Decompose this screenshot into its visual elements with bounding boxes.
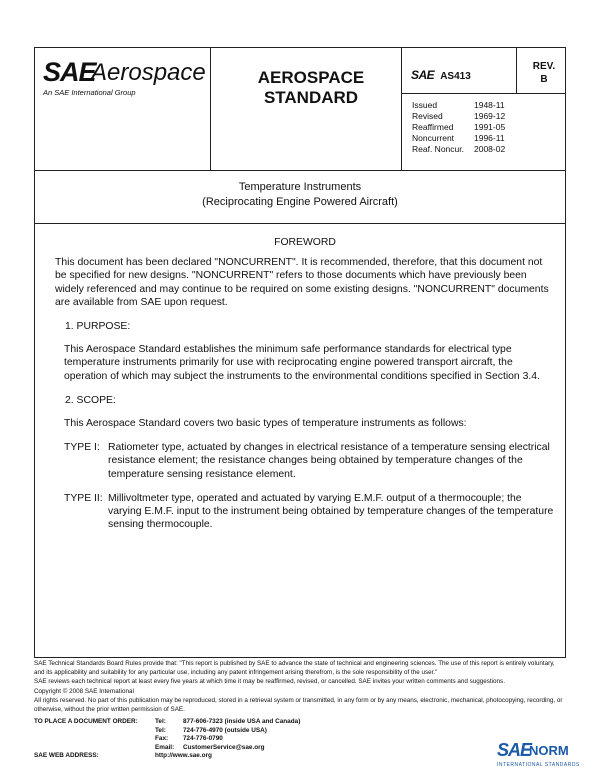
logo-sae-text: SAE: [43, 57, 96, 87]
norm-sae-logo: SAE: [497, 740, 532, 760]
sae-norm-stamp: [497, 740, 595, 770]
type-1-text: Ratiometer type, actuated by changes in electrical resistance of a temperature sensing electrical resistance element; the resistance changes being obtained by temperature changes of the temperature sensing resistance element.: [108, 442, 550, 480]
type-2-item: [55, 492, 555, 532]
date-row: Issued 1948-11: [412, 100, 505, 110]
review-text: SAE reviews each technical report at least every five years at which time it may be reaffirmed, revised, or cancelled. SAE invites your written comments and suggestions.: [34, 678, 505, 686]
email-link[interactable]: CustomerService@sae.org: [183, 743, 265, 751]
header-block: [35, 48, 565, 171]
standard-line-1: AEROSPACE: [257, 68, 365, 87]
logo-aerospace-text: Aerospace: [91, 59, 206, 86]
date-row: Revised 1969-12: [412, 111, 506, 121]
contact-row: Tel: 724-776-4970 (outside USA): [155, 726, 267, 734]
foreword-text: This document has been declared "NONCURRENT". It is recommended, therefore, that this document not be specified for new designs. "NONCURRENT" refers to those documents which have previously been widely referenced and may continue to be required on some existing designs. "NONCURRENT" documents are available from SAE upon request.: [55, 257, 549, 308]
copyright-text: Copyright © 2008 SAE International: [34, 687, 134, 695]
legal-footer: [34, 660, 566, 716]
norm-text: NORM: [529, 743, 569, 758]
purpose-text: This Aerospace Standard establishes the minimum safe performance standards for electrical type temperature instruments primarily for use with reciprocating engine powered transport aircraft, the operation of which may subject the instruments to the environmental conditions specified in Section 3.4.: [64, 344, 540, 382]
date-history: [412, 100, 505, 155]
rights-text: All rights reserved. No part of this publication may be reproduced, stored in a retrieval system or transmitted, in any form or by any means, electronic, mechanical, photocopying, recording, or otherwise, without the prior written permission of SAE.: [34, 697, 563, 713]
document-title: [35, 180, 565, 210]
web-address-label: SAE WEB ADDRESS:: [34, 752, 99, 759]
web-address-link[interactable]: http://www.sae.org: [155, 752, 212, 759]
date-row: Reaf. Noncur. 2008-02: [412, 144, 506, 154]
contact-row: Fax: 724-776-0790: [155, 735, 223, 742]
title-line-2: (Reciprocating Engine Powered Aircraft): [202, 196, 398, 208]
scope-text: This Aerospace Standard covers two basic types of temperature instruments as follows:: [64, 418, 467, 430]
foreword-heading: FOREWORD: [274, 237, 336, 248]
type-1-item: [55, 441, 555, 481]
norm-subtext: INTERNATIONAL STANDARDS: [497, 762, 580, 768]
doc-number: AS413: [440, 71, 471, 82]
type-2-text: Millivoltmeter type, operated and actuated by varying E.M.F. output of a thermocouple; the varying E.M.F. input to the instrument being obtained by temperature changes of the temperature sensing thermocouple.: [108, 492, 554, 531]
document-frame: [34, 47, 566, 658]
sae-aerospace-logo: [43, 58, 218, 102]
standard-line-2: STANDARD: [263, 88, 359, 107]
type-1-label: TYPE I:: [64, 442, 100, 454]
rev-value: B: [540, 74, 548, 85]
header-divider: [401, 48, 402, 171]
title-line-1: Temperature Instruments: [238, 181, 362, 193]
rules-text: SAE Technical Standards Board Rules provide that: "This report is published by SAE to advance the state of technical and engineering sciences. The use of this report is entirely voluntary, and its applicability and suitability for any particular use, including any patent infringement arising therefrom, is the sole responsibility of the user.": [34, 660, 555, 676]
document-body: [55, 236, 555, 542]
title-divider: [35, 223, 565, 224]
purpose-heading: 1. PURPOSE:: [65, 321, 131, 333]
contact-row: Email: CustomerService@sae.org: [155, 743, 265, 751]
order-label: TO PLACE A DOCUMENT ORDER:: [34, 718, 138, 725]
revision-box: [523, 60, 565, 86]
date-row: Noncurrent 1996-11: [412, 133, 505, 143]
rev-label: REV.: [532, 61, 556, 72]
header-divider: [401, 93, 565, 94]
doc-sae-mark: SAE: [411, 68, 435, 82]
document-id: [411, 68, 471, 82]
scope-heading: 2. SCOPE:: [65, 394, 116, 406]
standard-type-title: [221, 68, 401, 108]
contact-row: TO PLACE A DOCUMENT ORDER: Tel: 877-606-7323 (inside USA and Canada): [34, 718, 301, 725]
date-row: Reaffirmed 1991-05: [412, 122, 506, 132]
order-info: [34, 718, 300, 752]
header-divider: [516, 48, 517, 93]
type-2-label: TYPE II:: [64, 492, 103, 504]
logo-group-text: An SAE International Group: [43, 88, 136, 97]
